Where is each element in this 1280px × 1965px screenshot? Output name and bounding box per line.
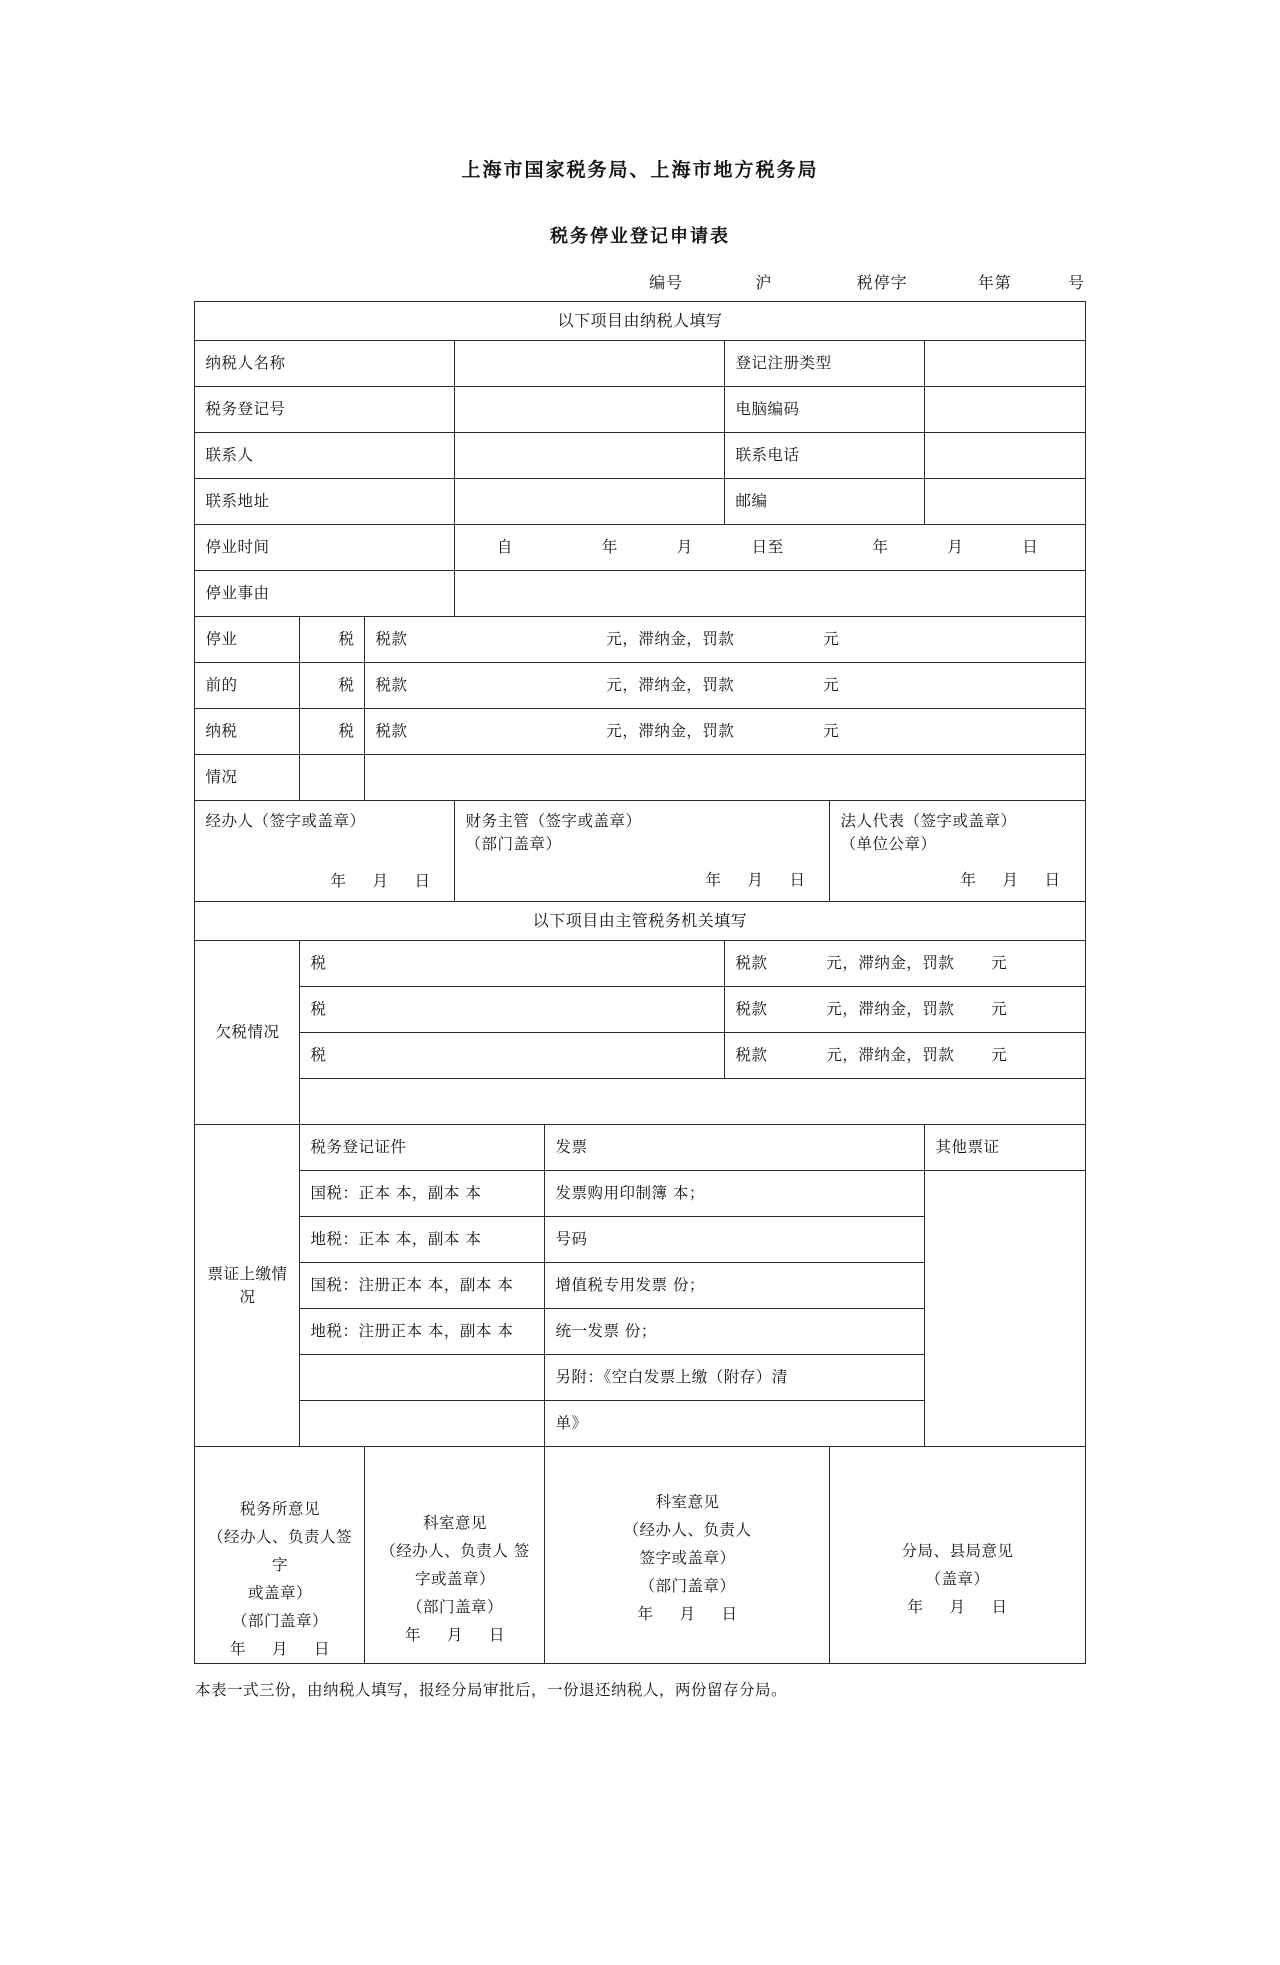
pre-tax-amount-blank[interactable] [365, 755, 1085, 801]
taxpayer-section-heading: 以下项目由纳税人填写 [195, 302, 1085, 341]
doc-invoice-row-6: 单》 [545, 1401, 925, 1447]
label-pre-suspension-tax-line-3: 纳税 [195, 709, 300, 755]
opinion-department-b-line-1: （经办人、负责人 [623, 1521, 752, 1539]
suspension-day-to: 日至 [751, 538, 784, 557]
suspension-from: 自 [496, 538, 513, 557]
doc-cert-row-2[interactable]: 地税：正本 本，副本 本 [300, 1217, 545, 1263]
pre-tax-unit2-3: 元 [823, 722, 840, 741]
number-code: 税停字 [856, 273, 908, 292]
branch-date-year: 年 [907, 1598, 924, 1616]
opinion-department-b-line-3: （部门盖章） [639, 1577, 736, 1595]
table-row [195, 302, 1085, 341]
doc-cert-row-4[interactable]: 地税：注册正本 本，副本 本 [300, 1309, 545, 1355]
label-arrears: 欠税情况 [195, 941, 300, 1125]
label-pre-suspension-tax-line-4: 情况 [195, 755, 300, 801]
label-taxpayer-name: 纳税人名称 [195, 341, 455, 387]
handler-date-month: 月 [372, 872, 389, 890]
tax-office-date-year: 年 [229, 1640, 246, 1658]
table-row [195, 755, 1085, 801]
suspension-month-2: 月 [947, 538, 964, 557]
signature-legal-date [840, 869, 1074, 891]
footer-note: 本表一式三份，由纳税人填写，报经分局审批后，一份退还纳税人，两份留存分局。 [195, 1681, 788, 1699]
handler-date-year: 年 [330, 872, 347, 890]
tax-office-date-month: 月 [271, 1640, 288, 1658]
label-registration-type: 登记注册类型 [725, 341, 925, 387]
label-contact-address: 联系地址 [195, 479, 455, 525]
arrears-amount-label-1: 税款 [735, 954, 768, 973]
opinion-department-b-title: 科室意见 [655, 1493, 720, 1511]
table-row [195, 479, 1085, 525]
arrears-tax-type-1[interactable]: 税 [300, 941, 725, 987]
pre-tax-amount-label-2: 税款 [375, 676, 408, 695]
field-taxpayer-name[interactable] [455, 341, 725, 387]
finance-date-month: 月 [747, 871, 764, 890]
col-header-certificates: 税务登记证件 [300, 1125, 545, 1171]
doc-others-field[interactable] [925, 1171, 1085, 1447]
opinion-department-a-title: 科室意见 [422, 1514, 487, 1532]
legal-date-month: 月 [1002, 871, 1019, 890]
table-row [195, 987, 1085, 1033]
table-row [195, 1171, 1085, 1217]
signature-finance-cell[interactable] [455, 801, 830, 902]
opinion-branch-bureau-date [840, 1593, 1074, 1621]
branch-date-day: 日 [991, 1598, 1008, 1616]
table-row [195, 709, 1085, 755]
doc-cert-row-6[interactable] [300, 1401, 545, 1447]
signature-handler-cell[interactable] [195, 801, 455, 902]
number-year: 年第 [977, 273, 1012, 292]
pre-tax-type-3[interactable]: 税 [300, 709, 365, 755]
finance-date-day: 日 [789, 871, 806, 890]
authority-section-heading: 以下项目由主管税务机关填写 [195, 902, 1085, 941]
dept-a-date-month: 月 [446, 1626, 463, 1644]
opinion-branch-bureau-line-1: （盖章） [925, 1570, 990, 1588]
field-contact-person[interactable] [455, 433, 725, 479]
pre-tax-type-2[interactable]: 税 [300, 663, 365, 709]
opinion-branch-bureau-title: 分局、县局意见 [901, 1542, 1014, 1560]
table-row [195, 617, 1085, 663]
table-row [195, 1033, 1085, 1079]
arrears-unit2-1: 元 [991, 954, 1008, 973]
pre-tax-amount-1[interactable] [365, 617, 1085, 663]
pre-tax-type-blank[interactable] [300, 755, 365, 801]
label-computer-code: 电脑编码 [725, 387, 925, 433]
arrears-unit2-3: 元 [991, 1046, 1008, 1065]
table-row [195, 1079, 1085, 1125]
doc-invoice-row-4[interactable]: 统一发票 份； [545, 1309, 925, 1355]
arrears-unit1-1: 元，滞纳金，罚款 [826, 954, 955, 973]
table-row [195, 433, 1085, 479]
label-signature-handler: 经办人（签字或盖章） [205, 811, 366, 830]
suspension-year-2: 年 [872, 538, 889, 557]
pre-tax-unit2-2: 元 [823, 676, 840, 695]
table-row [195, 801, 1085, 902]
pre-tax-type-1[interactable]: 税 [300, 617, 365, 663]
table-row [195, 1125, 1085, 1171]
arrears-unit1-2: 元，滞纳金，罚款 [826, 1000, 955, 1019]
main-form-table [194, 301, 1085, 1664]
pre-tax-amount-label-1: 税款 [375, 630, 408, 649]
pre-tax-amount-label-3: 税款 [375, 722, 408, 741]
suspension-year: 年 [601, 538, 618, 557]
table-row [195, 902, 1085, 941]
arrears-amount-label-3: 税款 [735, 1046, 768, 1065]
table-row [195, 1447, 1085, 1664]
suspension-month: 月 [676, 538, 693, 557]
opinion-department-a-line-1: （经办人、负责人 签字或盖章） [380, 1542, 530, 1588]
label-suspension-period: 停业时间 [195, 525, 455, 571]
field-suspension-period[interactable] [455, 525, 1085, 571]
table-row [195, 571, 1085, 617]
arrears-amount-label-2: 税款 [735, 1000, 768, 1019]
opinion-department-b-date [555, 1600, 819, 1628]
label-signature-finance-sub: （部门盖章） [465, 834, 562, 853]
field-registration-type[interactable] [925, 341, 1085, 387]
field-tax-registration-number[interactable] [455, 387, 725, 433]
pre-tax-unit1-2: 元，滞纳金，罚款 [606, 676, 735, 695]
signature-handler-date [205, 870, 444, 892]
signature-finance-date [465, 869, 819, 891]
table-row [195, 941, 1085, 987]
opinion-department-b[interactable] [545, 1447, 830, 1664]
arrears-tax-type-2[interactable]: 税 [300, 987, 725, 1033]
legal-date-day: 日 [1044, 871, 1061, 890]
label-pre-suspension-tax-line-1: 停业 [195, 617, 300, 663]
col-header-others: 其他票证 [925, 1125, 1085, 1171]
opinion-department-a[interactable] [365, 1447, 545, 1664]
arrears-amount-1[interactable] [725, 941, 1085, 987]
number-suffix: 号 [1067, 273, 1085, 292]
label-contact-person: 联系人 [195, 433, 455, 479]
branch-date-month: 月 [949, 1598, 966, 1616]
opinion-department-a-date [375, 1621, 534, 1649]
tax-office-date-day: 日 [313, 1640, 330, 1658]
opinion-department-b-line-2: 签字或盖章） [639, 1549, 736, 1567]
pre-tax-unit1-3: 元，滞纳金，罚款 [606, 722, 735, 741]
dept-a-date-year: 年 [404, 1626, 421, 1644]
number-prefix: 沪 [755, 273, 773, 292]
opinion-tax-office-title: 税务所意见 [239, 1500, 320, 1518]
legal-date-year: 年 [960, 871, 977, 890]
opinion-tax-office-date [205, 1635, 354, 1663]
doc-invoice-row-3[interactable]: 增值税专用发票 份； [545, 1263, 925, 1309]
label-signature-legal-sub: （单位公章） [840, 834, 937, 853]
table-row [195, 525, 1085, 571]
label-postal-code: 邮编 [725, 479, 925, 525]
doc-cert-row-3[interactable]: 国税：注册正本 本，副本 本 [300, 1263, 545, 1309]
table-row [195, 387, 1085, 433]
label-signature-finance: 财务主管（签字或盖章） [465, 812, 642, 831]
arrears-amount-2[interactable] [725, 987, 1085, 1033]
opinion-department-a-line-2: （部门盖章） [406, 1598, 503, 1616]
arrears-unit1-3: 元，滞纳金，罚款 [826, 1046, 955, 1065]
opinion-tax-office[interactable] [195, 1447, 365, 1664]
label-pre-suspension-tax-line-2: 前的 [195, 663, 300, 709]
arrears-unit2-2: 元 [991, 1000, 1008, 1019]
doc-invoice-row-5: 另附：《空白发票上缴（附存）清 [545, 1355, 925, 1401]
document-header [0, 155, 1280, 248]
label-suspension-reason: 停业事由 [195, 571, 455, 617]
signature-legal-cell[interactable] [830, 801, 1085, 902]
handler-date-day: 日 [414, 872, 431, 890]
opinion-tax-office-line-2: 或盖章） [247, 1584, 312, 1602]
doc-invoice-row-2[interactable]: 号码 [545, 1217, 925, 1263]
arrears-amount-3[interactable] [725, 1033, 1085, 1079]
arrears-tax-type-3[interactable]: 税 [300, 1033, 725, 1079]
field-computer-code[interactable] [925, 387, 1085, 433]
dept-b-date-month: 月 [679, 1605, 696, 1623]
suspension-day-2: 日 [1022, 538, 1039, 557]
arrears-blank-row[interactable] [300, 1079, 1085, 1125]
label-documents-surrender: 票证上缴情况 [195, 1125, 300, 1447]
org-title: 上海市国家税务局、上海市地方税务局 [461, 159, 819, 181]
doc-invoice-row-1[interactable]: 发票购用印制簿 本； [545, 1171, 925, 1217]
field-suspension-reason[interactable] [455, 571, 1085, 617]
col-header-invoices: 发票 [545, 1125, 925, 1171]
pre-tax-amount-3[interactable] [365, 709, 1085, 755]
dept-b-date-day: 日 [721, 1605, 738, 1623]
field-postal-code[interactable] [925, 479, 1085, 525]
finance-date-year: 年 [705, 871, 722, 890]
pre-tax-unit1-1: 元，滞纳金，罚款 [606, 630, 735, 649]
opinion-tax-office-line-3: （部门盖章） [231, 1612, 328, 1630]
table-row [195, 663, 1085, 709]
pre-tax-amount-2[interactable] [365, 663, 1085, 709]
label-signature-legal: 法人代表（签字或盖章） [840, 812, 1017, 831]
field-contact-phone[interactable] [925, 433, 1085, 479]
label-contact-phone: 联系电话 [725, 433, 925, 479]
doc-cert-row-5[interactable] [300, 1355, 545, 1401]
dept-b-date-year: 年 [637, 1605, 654, 1623]
form-number-line [195, 270, 1085, 293]
field-contact-address[interactable] [455, 479, 725, 525]
page-title: 税务停业登记申请表 [550, 226, 730, 247]
opinion-branch-bureau[interactable] [830, 1447, 1085, 1664]
dept-a-date-day: 日 [488, 1626, 505, 1644]
number-label: 编号 [649, 273, 684, 292]
label-tax-registration-number: 税务登记号 [195, 387, 455, 433]
doc-cert-row-1[interactable]: 国税：正本 本，副本 本 [300, 1171, 545, 1217]
table-row [195, 341, 1085, 387]
pre-tax-unit2-1: 元 [823, 630, 840, 649]
document-page [0, 155, 1280, 1965]
opinion-tax-office-line-1: （经办人、负责人签字 [207, 1528, 352, 1574]
